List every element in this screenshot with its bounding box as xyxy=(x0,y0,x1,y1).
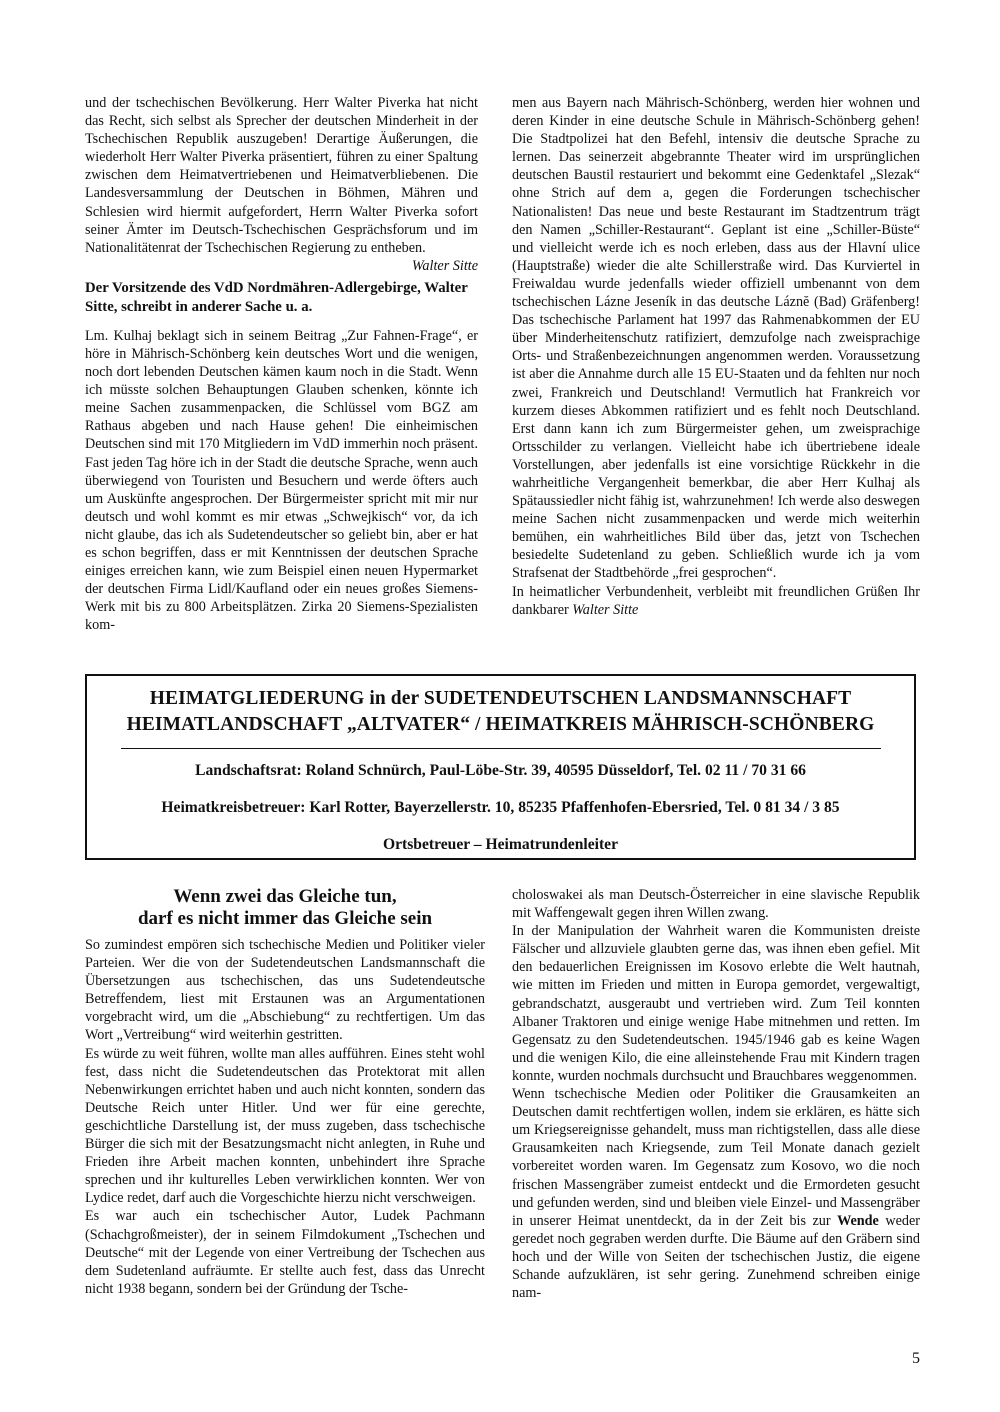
top-left-column xyxy=(85,94,478,634)
paragraph: Es würde zu weit führen, wollte man alles aufführen. Eines steht wohl fest, dass nicht die Sudetendeutschen das Protektorat mit allen Nebenwirkungen errichtet haben und auch nicht konnten, sondern das Deutsche Reich unter Hitler. Und wer für eine gerechte, geschichtliche Darstellung ist, der muss zugeben, dass tschechische Bürger die sich mit der Besatzungsmacht nicht anlegten, in Ruhe und Frieden ihre Arbeit machen konnten, unbehindert ihre Sprache sprechen und ihr kulturelles Leben verwirklichen konnten. Wer von Lydice redet, darf auch die Vorgeschichte hierzu nicht verschweigen. xyxy=(85,1045,485,1207)
signature: Walter Sitte xyxy=(572,601,639,618)
top-right-column xyxy=(512,94,920,619)
divider xyxy=(121,748,881,749)
info-box xyxy=(85,674,916,860)
paragraph: Lm. Kulhaj beklagt sich in seinem Beitrag „Zur Fahnen-Frage“, er höre in Mährisch-Schönberg kein deutsches Wort und die wenigen, noch dort lebenden Deutschen kämen kaum noch in die Stadt. Wenn ich müsste solchen Behauptungen Glauben schenken, könnte ich meine Sachen zusammenpacken, die Schlüssel vom BGZ am Rathaus abgeben und nach Hause gehen! Die einheimischen Deutschen sind mit 170 Mitgliedern im VdD immerhin noch präsent. Fast jeden Tag höre ich in der Stadt die deutsche Sprache, wenn auch überwiegend von Touristen und Besuchern und werde öfters auch um Auskünfte angesprochen. Der Bürgermeister spricht mit mir nur deutsch und wohl kommt es mir etwas „Schwejkisch“ vor, da ich nicht glaube, das ich als Sudetendeutscher so geliebt bin, aber er hat es schon begriffen, dass er mit Kenntnissen der deutschen Sprache einiges erreichen kann, wie zum Beispiel einen neuen Hypermarket der deutschen Firma Lidl/Kaufland oder ein neues großes Siemens-Werk mit bis zu 800 Arbeitsplätzen. Zirka 20 Siemens-Spezialisten kom- xyxy=(85,327,478,634)
paragraph: In heimatlicher Verbundenheit, verbleibt mit freundlichen Grüßen Ihr dankbarer Walter Sitte xyxy=(512,583,920,618)
box-title-line1: HEIMATGLIEDERUNG in der SUDETENDEUTSCHEN LANDSMANNSCHAFT xyxy=(149,688,852,709)
article-headline: Wenn zwei das Gleiche tun, darf es nicht immer das Gleiche sein xyxy=(137,886,433,929)
box-line-ortsbetreuer: Ortsbetreuer – Heimatrundenleiter xyxy=(382,836,618,853)
signature: Walter Sitte xyxy=(411,257,478,274)
paragraph: men aus Bayern nach Mährisch-Schönberg, werden hier wohnen und deren Kinder in eine deutsche Schule in Mährisch-Schönberg gehen! Die Stadtpolizei hat den Befehl, intensiv die deutsche Sprache zu lernen. Das seinerzeit abgebrannte Theater wird im ursprünglichen deutschen Baustil restauriert und bekommt eine Gedenktafel „Slezak“ ohne Strich auf dem a, gegen die Forderungen tschechischer Nationalisten! Das neue und beste Restaurant im Stadtzentrum trägt den Namen „Schiller-Restaurant“. Geplant ist eine „Schiller-Büste“ und vielleicht werde ich es noch erleben, dass aus der Hlavní ulice (Hauptstraße) wieder die alte Schillerstraße wird. Das Kurviertel in Freiwaldau wurde jedenfalls wieder offiziell umbenannt von dem tschechischen Lázne Jeseník in das deutsche Láznĕ (Bad) Gräfenberg! Das tschechische Parlament hat 1997 das Rahmenabkommen der EU über Minderheitenschutz ratifiziert, demzufolge nach zweisprachige Orts- und Straßenbezeichnungen angenommen werden. Voraussetzung ist aber die Annahme durch alle 15 EU-Staaten und da fehlten nur noch zwei, Frankreich und Deutschland! Vermutlich hat Frankreich vor kurzem dieses Abkommen ratifiziert und es fehlt noch Deutschland. Erst dann kann ich zum Bürgermeister gehen, um zweisprachige Ortsschilder zu verlangen. Vielleicht habe ich übertriebene ideale Vorstellungen, aber jedenfalls ist eine vorsichtige Rückkehr in die wahrheitliche Vergangenheit bemerkbar, die aber Herr Kulhaj als Spätaussiedler nicht fähig ist, wahrzunehmen! Ich werde also deswegen meine Sachen nicht zusammenpacken und werde mich weiterhin bemühen, ein wahrheitliches Bild über das, jetzt von Tschechen besiedelte Sudetenland zu geben. Schließlich wurde ich ja vom Strafsenat der Stadtbehörde „frei gesprochen“. xyxy=(512,95,920,582)
article-right-column xyxy=(512,886,920,1302)
paragraph: In der Manipulation der Wahrheit waren die Kommunisten dreiste Fälscher und allzuviele glaubten gerne das, was ihnen eben gefiel. Mit den bedauerlichen Ereignissen im Kosovo erlebte die Welt hautnah, wie mitten im Frieden und mitten in Europa gemordet, vergewaltigt, gebrandschatzt, ausgeraubt und vertrieben wird. Zum Teil konnten Albaner Traktoren und einige wenige Habe mitnehmen und retten. Im Gegensatz zu den Sudetendeutschen. 1945/1946 gab es keine Wagen und die wenigen Kilo, die eine alleinstehende Frau mit Kindern tragen konnte, wurden nochmals durchsucht und Brauchbares weggenommen. xyxy=(512,923,920,1084)
box-title-line2: HEIMATLANDSCHAFT „ALTVATER“ / HEIMATKREIS MÄHRISCH-SCHÖNBERG xyxy=(126,714,875,735)
paragraph: choloswakei als man Deutsch-Österreicher in eine slavische Republik mit Waffengewalt gegen ihren Willen zwang. xyxy=(512,887,920,922)
article-left-column xyxy=(85,886,485,1298)
page-number: 5 xyxy=(912,1350,920,1367)
subheading: Der Vorsitzende des VdD Nordmähren-Adlergebirge, Walter Sitte, schreibt in anderer Sache u. a. xyxy=(85,279,468,315)
box-line-landschaftsrat: Landschaftsrat: Roland Schnürch, Paul-Löbe-Str. 39, 40595 Düsseldorf, Tel. 02 11 / 70 31 66 xyxy=(195,762,806,779)
paragraph: So zumindest empören sich tschechische Medien und Politiker vieler Parteien. Wer die von der Sudetendeutschen Landsmannschaft die Übersetzungen aus tschechischen, das uns Sudetendeutsche Betreffendem, liest mit Erstaunen was an Argumentationen vorgebracht wird, um die „Abschiebung“ zu rechtfertigen. Um das Wort „Vertreibung“ wird weiterhin gestritten. xyxy=(85,937,485,1044)
paragraph: Es war auch ein tschechischer Autor, Ludek Pachmann (Schachgroßmeister), der in seinem Filmdokument „Tschechen und Deutsche“ mit der Legende von einer Vertreibung der Tschechen aus dem Sudetenland aufräumte. Er stellte auch fest, dass das Unrecht nicht 1938 begann, sondern bei der Gründung der Tsche- xyxy=(85,1208,485,1297)
paragraph: Wenn tschechische Medien oder Politiker die Grausamkeiten an Deutschen damit rechtfertigen wollen, indem sie erklären, es hätte sich um Kriegsereignisse gehandelt, muss man richtigstellen, dass alle diese Grausamkeiten nach Kriegsende, zum Teil Monate danach gezielt vorbereitet worden waren. Im Gegensatz zum Kosovo, wo die noch frischen Massengräber zumeist entdeckt und die Ermordeten gesucht und gefunden werden, sind und bleiben viele Einzel- und Massengräber in unserer Heimat unentdeckt, da in der Zeit bis zur Wende weder geredet noch gegraben werden durfte. Die Bäume auf den Gräbern sind hoch und der Wille von Seiten der tschechischen Justiz, die eigene Schande aufzuklären, ist sehr gering. Zunehmend schreiben einige nam- xyxy=(512,1086,920,1302)
paragraph: und der tschechischen Bevölkerung. Herr Walter Piverka hat nicht das Recht, sich selbst als Sprecher der deutschen Minderheit in der Tschechischen Republik auszugeben! Derartige Äußerungen, die wiederholt Herr Walter Piverka präsentiert, führen zu einer Spaltung zwischen dem Heimatvertriebenen und Heimatverbliebenen. Die Landesversammlung der Deutschen in Böhmen, Mähren und Schlesien wird hiermit aufgefordert, Herrn Walter Piverka sofort seiner Ämter im Deutsch-Tschechischen Gesprächsforum und im Nationalitätenrat der Tschechischen Regierung zu entheben. Walter Sitte xyxy=(85,95,478,274)
box-line-heimatkreisbetreuer: Heimatkreisbetreuer: Karl Rotter, Bayerzellerstr. 10, 85235 Pfaffenhofen-Ebersried, Tel. 0 81 34 / 3 85 xyxy=(161,799,840,816)
bold-word: Wende xyxy=(837,1212,879,1229)
